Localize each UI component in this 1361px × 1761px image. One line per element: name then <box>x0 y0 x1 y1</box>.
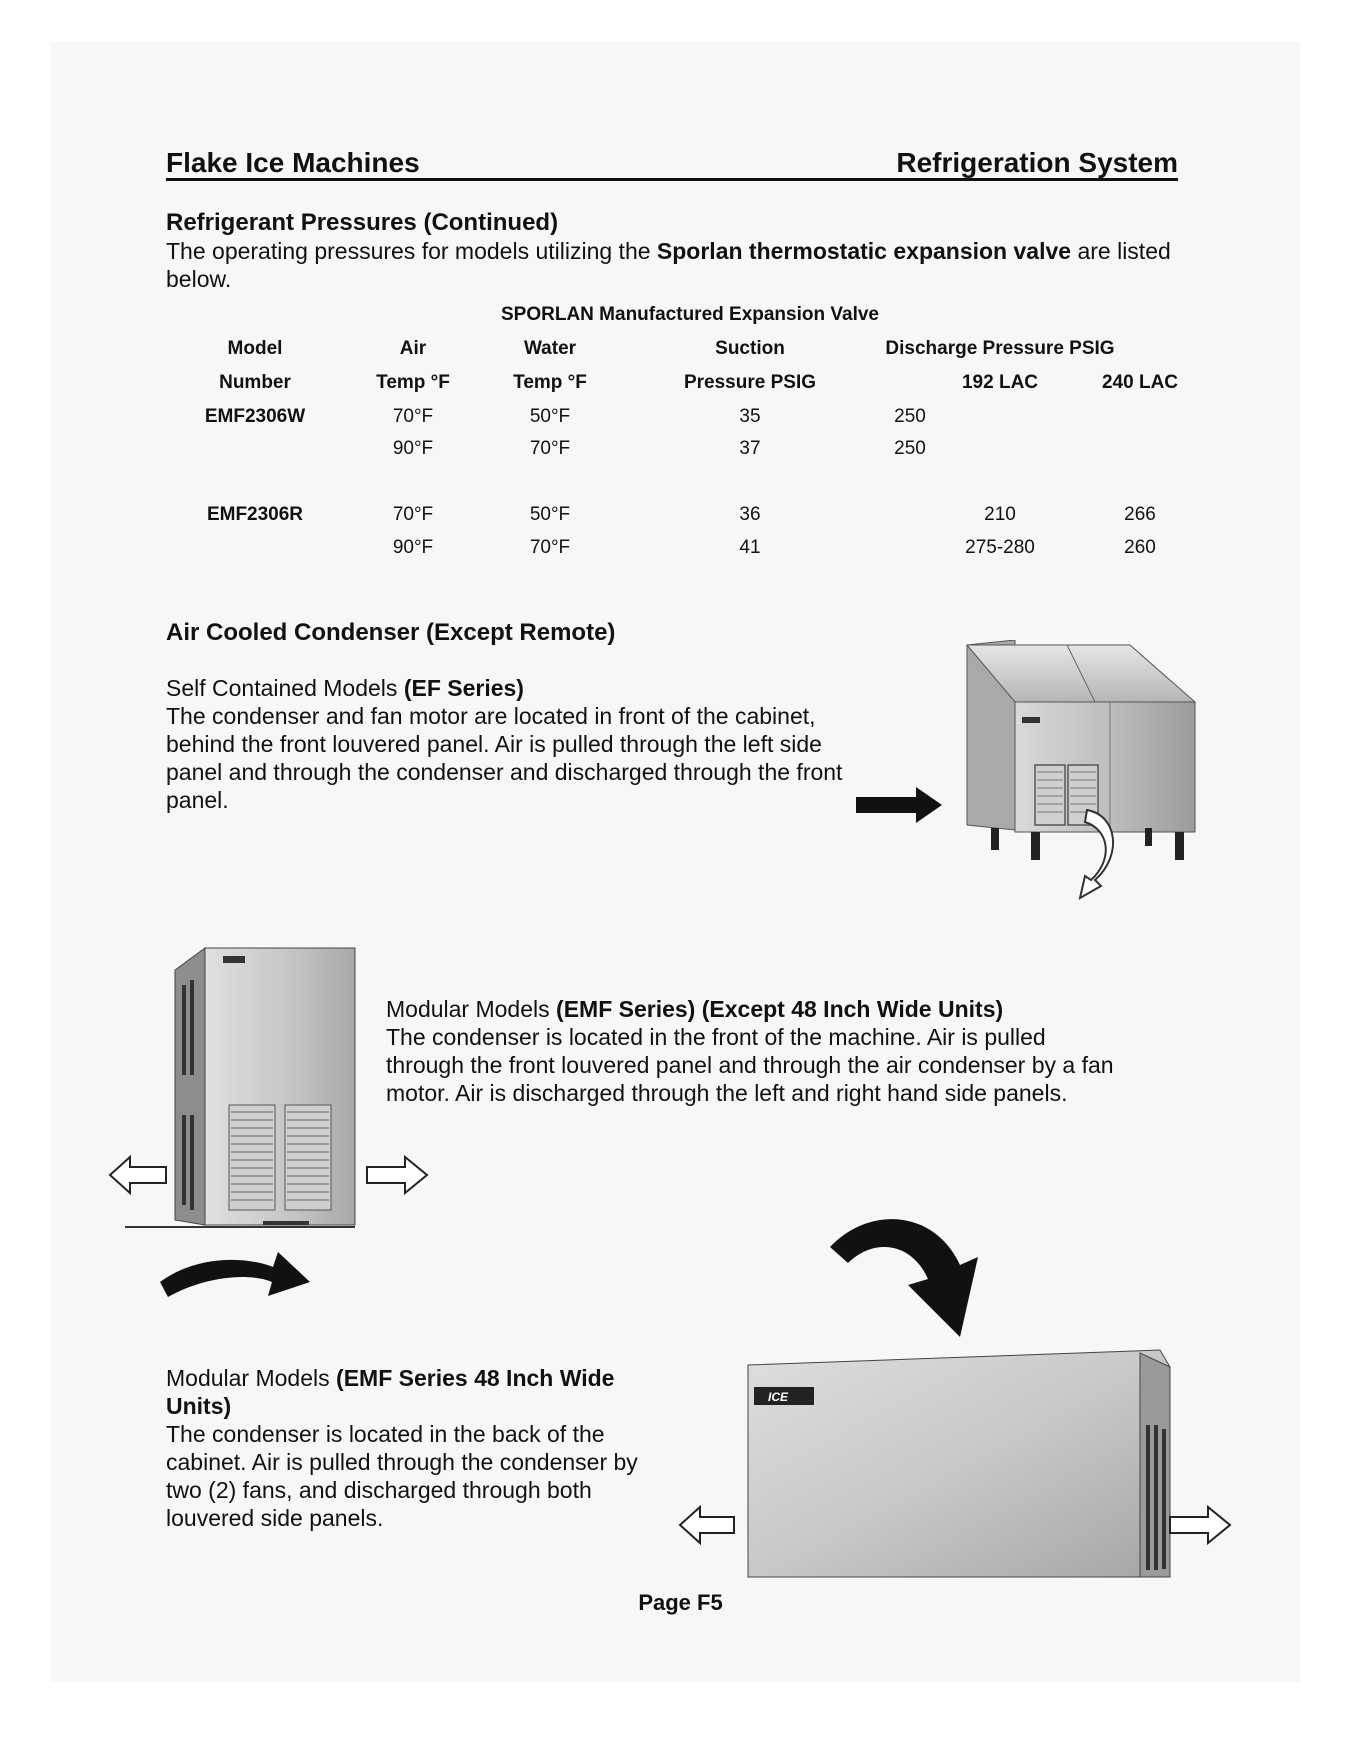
header-left-title: Flake Ice Machines <box>166 147 420 178</box>
ef-brand-badge <box>1022 717 1040 723</box>
air-cooled-heading: Air Cooled Condenser (Except Remote) <box>166 619 616 646</box>
pressures-intro <box>166 237 1186 293</box>
emf48-line: louvered side panels. <box>166 1505 384 1531</box>
cell-air: 90°F <box>392 537 434 558</box>
col-water-1: Water <box>523 338 577 359</box>
cell-air: 70°F <box>392 504 434 525</box>
emf-brand-badge <box>223 956 245 963</box>
cell-model: EMF2306R <box>206 504 304 525</box>
ef-line: behind the front louvered panel. Air is pulled through the left side <box>166 731 822 757</box>
intro-text: The operating pressures for models utilizing the <box>166 238 657 264</box>
col-air-1: Air <box>399 338 427 359</box>
col-model-1: Model <box>227 338 283 359</box>
intro-text-end: are listed below. <box>166 238 1171 292</box>
cell-192-lac: 210 <box>984 504 1016 525</box>
cell-air: 90°F <box>392 438 434 459</box>
col-suction-1: Suction <box>715 338 785 359</box>
cell-240-lac: 266 <box>1124 504 1156 525</box>
col-water-2: Temp °F <box>513 372 587 393</box>
cell-air: 70°F <box>392 406 434 427</box>
cell-240-lac: 260 <box>1124 537 1156 558</box>
ef-line: panel. <box>166 787 229 813</box>
emf48-title-bold: (EMF Series 48 Inch Wide <box>336 1365 615 1391</box>
emf48-line: The condenser is located in the back of the <box>166 1421 605 1447</box>
exhaust-left-arrow-icon <box>678 1505 738 1545</box>
intake-arrow-icon <box>856 785 946 825</box>
header-right-title: Refrigeration System <box>896 147 1178 178</box>
ef-title-plain: Self Contained Models <box>166 675 404 701</box>
emf-title-plain: Modular Models <box>386 996 557 1022</box>
ef-title <box>166 674 906 702</box>
emf-line: motor. Air is discharged through the left and right hand side panels. <box>386 1080 1068 1106</box>
emf48-line: two (2) fans, and discharged through both <box>166 1477 592 1503</box>
exhaust-right-arrow-icon <box>365 1155 429 1195</box>
emf-section-text <box>386 995 1306 1107</box>
cell-suction: 35 <box>739 406 761 427</box>
emf-title-bold: (EMF Series) (Except 48 Inch Wide Units) <box>556 996 1004 1022</box>
cell-discharge: 250 <box>894 438 926 459</box>
cell-suction: 41 <box>739 537 761 558</box>
cell-water: 70°F <box>529 438 571 459</box>
col-model-2: Number <box>219 372 291 393</box>
cell-water: 70°F <box>529 537 571 558</box>
col-discharge: Discharge Pressure PSIG <box>885 338 1115 359</box>
ef-line: panel and through the condenser and discharged through the front <box>166 759 843 785</box>
col-192-lac: 192 LAC <box>961 372 1039 393</box>
cell-water: 50°F <box>529 504 571 525</box>
brand-text: ICE <box>768 1390 789 1404</box>
emf48-section-text <box>166 1364 696 1532</box>
table-title: SPORLAN Manufactured Expansion Valve <box>501 304 879 325</box>
cell-suction: 37 <box>739 438 761 459</box>
emf-line: The condenser is located in the front of the machine. Air is pulled <box>386 1024 1046 1050</box>
cell-discharge: 250 <box>894 406 926 427</box>
emf48-machine-illustration <box>740 1345 1180 1585</box>
exhaust-right-arrow-icon <box>1168 1505 1232 1545</box>
emf48-title-bold-2: Units) <box>166 1393 232 1419</box>
page-number: Page F5 <box>638 1590 723 1615</box>
emf-title <box>386 995 1306 1023</box>
cell-192-lac: 275-280 <box>965 537 1035 558</box>
emf48-line: cabinet. Air is pulled through the condenser by <box>166 1449 638 1475</box>
ef-line: The condenser and fan motor are located in front of the cabinet, <box>166 703 816 729</box>
emf48-title-plain: Modular Models <box>166 1365 337 1391</box>
col-240-lac: 240 LAC <box>1101 372 1179 393</box>
intake-down-arrow-icon <box>820 1205 990 1345</box>
emf-line: through the front louvered panel and through the air condenser by a fan <box>386 1052 1114 1078</box>
col-suction-2: Pressure PSIG <box>683 372 817 393</box>
ef-title-bold: (EF Series) <box>403 675 524 701</box>
emf48-title-cont <box>166 1392 696 1420</box>
ef-section-text <box>166 674 906 814</box>
header-rule <box>166 178 1178 181</box>
col-air-2: Temp °F <box>376 372 450 393</box>
cell-water: 50°F <box>529 406 571 427</box>
intro-bold: Sporlan thermostatic expansion valve <box>656 238 1072 264</box>
exhaust-left-arrow-icon <box>108 1155 170 1195</box>
cell-suction: 36 <box>739 504 761 525</box>
intake-curve-arrow-icon <box>158 1232 313 1302</box>
emf-series-machine-illustration <box>105 940 445 1280</box>
pressures-heading: Refrigerant Pressures (Continued) <box>166 209 559 236</box>
cell-model: EMF2306W <box>204 406 306 427</box>
emf48-title <box>166 1364 696 1392</box>
